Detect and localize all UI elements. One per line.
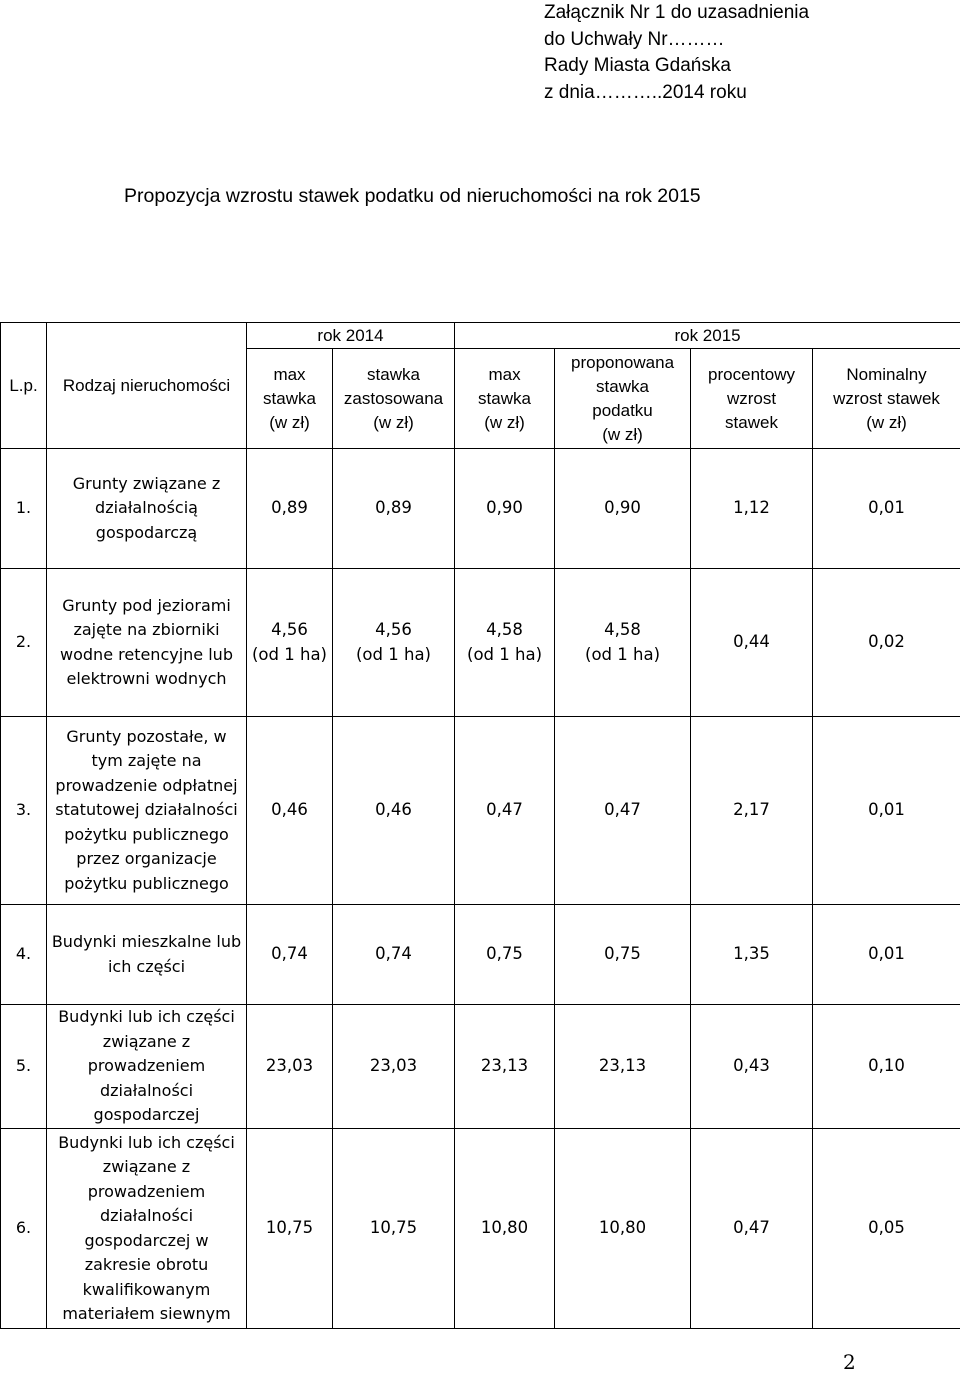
property-type-line: elektrowni wodnych [49, 667, 244, 692]
applied-rate-cell: 0,74 [333, 905, 455, 1005]
property-type-line: działalności [49, 1204, 244, 1229]
property-type-line: działalnością [49, 496, 244, 521]
lp-cell: 3. [1, 717, 47, 905]
table-row [1, 569, 960, 717]
property-type-line: gospodarczej w [49, 1229, 244, 1254]
table-row [1, 1005, 960, 1129]
nominal-increase-cell: 0,01 [813, 449, 960, 569]
proposed-rate-cell: 23,13 [555, 1005, 691, 1129]
header-line: (w zł) [333, 411, 454, 435]
header-line: stawka [555, 375, 690, 399]
property-type-line: związane z [49, 1030, 244, 1055]
nominal-increase-cell: 0,01 [813, 717, 960, 905]
year-2015-header: rok 2015 [455, 323, 960, 349]
lp-cell: 1. [1, 449, 47, 569]
header-line: (w zł) [555, 423, 690, 447]
year-2014-header: rok 2014 [247, 323, 455, 349]
property-type-line: gospodarczą [49, 521, 244, 546]
applied-rate-cell: 0,46 [333, 717, 455, 905]
property-type-line: Budynki lub ich części [49, 1131, 244, 1156]
year-header-row [1, 323, 960, 349]
max-rate-2015-header [455, 349, 555, 449]
property-type-line: pożytku publicznego [49, 823, 244, 848]
property-type-line: wodne retencyjne lub [49, 643, 244, 668]
attachment-note [544, 0, 809, 106]
property-type-line: działalności [49, 1079, 244, 1104]
property-type-line: prowadzenie odpłatnej [49, 774, 244, 799]
attachment-note-line: z dnia………..2014 roku [544, 80, 809, 107]
percent-increase-cell: 1,35 [691, 905, 813, 1005]
property-type-line: związane z [49, 1155, 244, 1180]
property-type-cell [47, 569, 247, 717]
header-line: max [455, 363, 554, 387]
lp-cell: 2. [1, 569, 47, 717]
property-type-line: Grunty pozostałe, w [49, 725, 244, 750]
header-line: max [247, 363, 332, 387]
max-rate-2014-header [247, 349, 333, 449]
header-line: (w zł) [455, 411, 554, 435]
nominal-increase-header [813, 349, 960, 449]
header-line: stawka [455, 387, 554, 411]
percent-increase-cell: 0,44 [691, 569, 813, 717]
table-row [1, 905, 960, 1005]
max-rate-2015-cell: 10,80 [455, 1129, 555, 1329]
percent-increase-cell: 1,12 [691, 449, 813, 569]
property-type-line: pożytku publicznego [49, 872, 244, 897]
header-line: (w zł) [247, 411, 332, 435]
header-line: wzrost [691, 387, 812, 411]
max-rate-2015-cell: 23,13 [455, 1005, 555, 1129]
max-rate-2015-cell: 0,90 [455, 449, 555, 569]
proposed-rate-cell: 10,80 [555, 1129, 691, 1329]
property-type-line: materiałem siewnym [49, 1302, 244, 1327]
property-type-cell [47, 905, 247, 1005]
property-type-line: przez organizacje [49, 847, 244, 872]
page-number: 2 [843, 1350, 856, 1374]
max-rate-2014-cell: 23,03 [247, 1005, 333, 1129]
property-type-line: gospodarczej [49, 1103, 244, 1128]
lp-cell: 4. [1, 905, 47, 1005]
property-type-line: ich części [49, 955, 244, 980]
max-rate-2014-cell: 0,89 [247, 449, 333, 569]
header-line: procentowy [691, 363, 812, 387]
header-line: stawka [247, 387, 332, 411]
applied-rate-cell: 23,03 [333, 1005, 455, 1129]
property-type-line: Budynki lub ich części [49, 1005, 244, 1030]
percent-increase-cell: 2,17 [691, 717, 813, 905]
header-line: stawek [691, 411, 812, 435]
lp-cell: 5. [1, 1005, 47, 1129]
nominal-increase-cell: 0,05 [813, 1129, 960, 1329]
proposed-rate-cell: 0,90 [555, 449, 691, 569]
nominal-increase-cell: 0,10 [813, 1005, 960, 1129]
applied-rate-header [333, 349, 455, 449]
property-type-cell [47, 717, 247, 905]
max-rate-2015-cell: 0,75 [455, 905, 555, 1005]
proposed-rate-cell: 0,47 [555, 717, 691, 905]
header-line: Nominalny [813, 363, 960, 387]
lp-header: L.p. [1, 323, 47, 449]
property-type-line: zajęte na zbiorniki [49, 618, 244, 643]
property-type-cell [47, 1129, 247, 1329]
percent-increase-header [691, 349, 813, 449]
property-type-line: kwalifikowanym [49, 1278, 244, 1303]
table-row [1, 717, 960, 905]
header-line: proponowana [555, 351, 690, 375]
max-rate-2015-cell: 0,47 [455, 717, 555, 905]
proposed-rate-cell: 4,58 (od 1 ha) [555, 569, 691, 717]
property-type-cell [47, 449, 247, 569]
percent-increase-cell: 0,47 [691, 1129, 813, 1329]
table-row [1, 1129, 960, 1329]
max-rate-2014-cell: 10,75 [247, 1129, 333, 1329]
max-rate-2014-cell: 0,46 [247, 717, 333, 905]
property-type-header: Rodzaj nieruchomości [47, 323, 247, 449]
tax-rates-table [0, 322, 960, 1329]
property-type-line: Grunty pod jeziorami [49, 594, 244, 619]
proposed-rate-header [555, 349, 691, 449]
proposed-rate-cell: 0,75 [555, 905, 691, 1005]
property-type-line: prowadzeniem [49, 1054, 244, 1079]
header-line: zastosowana [333, 387, 454, 411]
property-type-line: zakresie obrotu [49, 1253, 244, 1278]
attachment-note-line: do Uchwały Nr……… [544, 27, 809, 54]
property-type-line: Budynki mieszkalne lub [49, 930, 244, 955]
header-line: podatku [555, 399, 690, 423]
nominal-increase-cell: 0,01 [813, 905, 960, 1005]
max-rate-2014-cell: 4,56 (od 1 ha) [247, 569, 333, 717]
table-row [1, 449, 960, 569]
property-type-cell [47, 1005, 247, 1129]
attachment-note-line: Rady Miasta Gdańska [544, 53, 809, 80]
max-rate-2014-cell: 0,74 [247, 905, 333, 1005]
property-type-line: tym zajęte na [49, 749, 244, 774]
applied-rate-cell: 4,56 (od 1 ha) [333, 569, 455, 717]
property-type-line: Grunty związane z [49, 472, 244, 497]
applied-rate-cell: 10,75 [333, 1129, 455, 1329]
document-title: Propozycja wzrostu stawek podatku od nieruchomości na rok 2015 [124, 185, 701, 208]
max-rate-2015-cell: 4,58 (od 1 ha) [455, 569, 555, 717]
header-line: (w zł) [813, 411, 960, 435]
applied-rate-cell: 0,89 [333, 449, 455, 569]
lp-cell: 6. [1, 1129, 47, 1329]
nominal-increase-cell: 0,02 [813, 569, 960, 717]
percent-increase-cell: 0,43 [691, 1005, 813, 1129]
property-type-line: statutowej działalności [49, 798, 244, 823]
attachment-note-line: Załącznik Nr 1 do uzasadnienia [544, 0, 809, 27]
header-line: wzrost stawek [813, 387, 960, 411]
property-type-line: prowadzeniem [49, 1180, 244, 1205]
header-line: stawka [333, 363, 454, 387]
